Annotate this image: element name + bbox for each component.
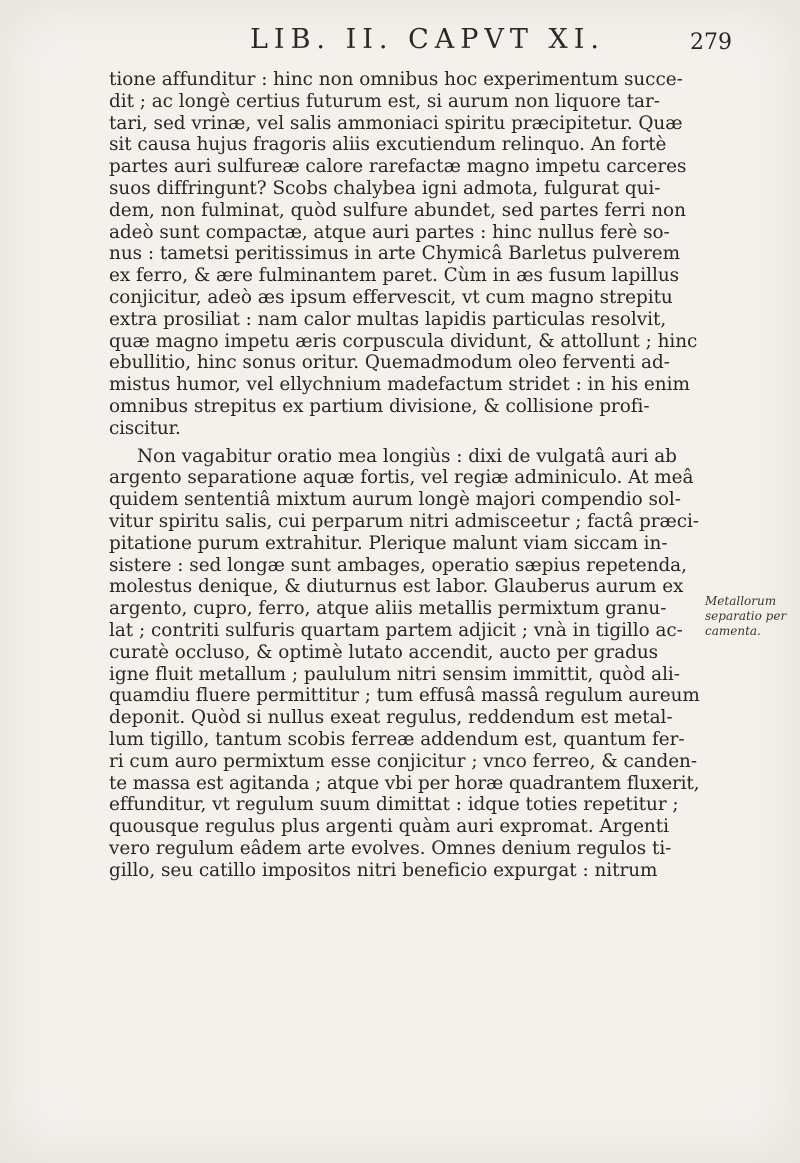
text-line: partes auri sulfureæ calore rarefactæ magno impetu carceres — [109, 156, 687, 178]
text-line: suos diffringunt? Scobs chalybea igni admota, fulgurat qui- — [109, 177, 661, 199]
text-line: igne fluit metallum ; paululum nitri sensim immittit, quòd ali- — [109, 663, 680, 685]
text-line: ciscitur. — [109, 417, 181, 439]
text-line: dit ; ac longè certius futurum est, si aurum non liquore tar- — [109, 90, 660, 112]
text-line: deponit. Quòd si nullus exeat regulus, reddendum est metal- — [109, 707, 673, 729]
text-line: gillo, seu catillo impositos nitri beneficio expurgat : nitrum — [109, 859, 658, 881]
text-line: ex ferro, & ære fulminantem paret. Cùm in æs fusum lapillus — [109, 265, 680, 287]
text-line: quousque regulus plus argenti quàm auri expromat. Argenti — [109, 816, 669, 838]
text-line: mistus humor, vel ellychnium madefactum stridet : in his enim — [109, 374, 690, 396]
text-line: nus : tametsi peritissimus in arte Chymicâ Barletus pulverem — [109, 243, 680, 265]
body-text — [109, 69, 701, 881]
marginal-note-line: Metallorum — [705, 594, 777, 608]
text-line: argento, cupro, ferro, atque aliis metallis permixtum granu- — [109, 598, 667, 620]
marginal-note-line: separatio per — [705, 609, 787, 623]
text-line: Non vagabitur oratio mea longiùs : dixi de vulgatâ auri ab — [137, 445, 677, 467]
text-line: dem, non fulminat, quòd sulfure abundet, sed partes ferri non — [109, 199, 686, 221]
text-line: molestus denique, & diuturnus est labor. Glauberus aurum ex — [109, 576, 684, 598]
text-line: ebullitio, hinc sonus oritur. Quemadmodum oleo ferventi ad- — [109, 352, 670, 374]
text-line: tione affunditur : hinc non omnibus hoc experimentum succe- — [109, 69, 683, 90]
text-line: vero regulum eâdem arte evolves. Omnes denium regulos ti- — [109, 837, 672, 859]
text-line: adeò sunt compactæ, atque auri partes : hinc nullus ferè so- — [109, 221, 670, 243]
text-line: quidem sententiâ mixtum aurum longè majori compendio sol- — [109, 489, 681, 511]
text-line: sit causa hujus fragoris aliis excutiendum relinquo. An fortè — [109, 134, 667, 156]
running-head: LIB. II. CAPVT XI. — [250, 24, 605, 55]
text-line: quæ magno impetu æris corpuscula dividunt, & attollunt ; hinc — [109, 330, 698, 352]
page-number: 279 — [690, 30, 732, 55]
text-line: vitur spiritu salis, cui perparum nitri admisceetur ; factâ præci- — [109, 510, 699, 532]
text-line: extra prosiliat : nam calor multas lapidis particulas resolvit, — [109, 308, 667, 330]
running-header — [0, 16, 800, 56]
text-line: pitatione purum extrahitur. Plerique malunt viam siccam in- — [109, 532, 668, 554]
marginal-note — [705, 594, 797, 639]
text-line: effunditur, vt regulum suum dimittat : idque toties repetitur ; — [109, 794, 679, 816]
text-line: te massa est agitanda ; atque vbi per horæ quadrantem fluxerit, — [109, 772, 700, 794]
paragraph-2 — [109, 446, 701, 882]
text-line: curatè occluso, & optimè lutato accendit, aucto per gradus — [109, 641, 659, 663]
text-line: omnibus strepitus ex partium divisione, & collisione profi- — [109, 395, 650, 417]
paragraph-1 — [109, 69, 701, 440]
text-line: conjicitur, adeò æs ipsum effervescit, vt cum magno strepitu — [109, 286, 673, 308]
text-line: quamdiu fluere permittitur ; tum effusâ massâ regulum aureum — [109, 685, 700, 707]
text-line: tari, sed vrinæ, vel salis ammoniaci spiritu præcipitetur. Quæ — [109, 112, 683, 134]
text-line: argento separatione aquæ fortis, vel regiæ adminiculo. At meâ — [109, 467, 694, 489]
text-line: lum tigillo, tantum scobis ferreæ addendum est, quantum fer- — [109, 728, 685, 750]
text-line: ri cum auro permixtum esse conjicitur ; vnco ferreo, & canden- — [109, 750, 698, 772]
marginal-note-line: camenta. — [705, 624, 761, 638]
text-line: lat ; contriti sulfuris quartam partem adjicit ; vnà in tigillo ac- — [109, 619, 683, 641]
text-line: sistere : sed longæ sunt ambages, operatio sæpius repetenda, — [109, 554, 687, 576]
